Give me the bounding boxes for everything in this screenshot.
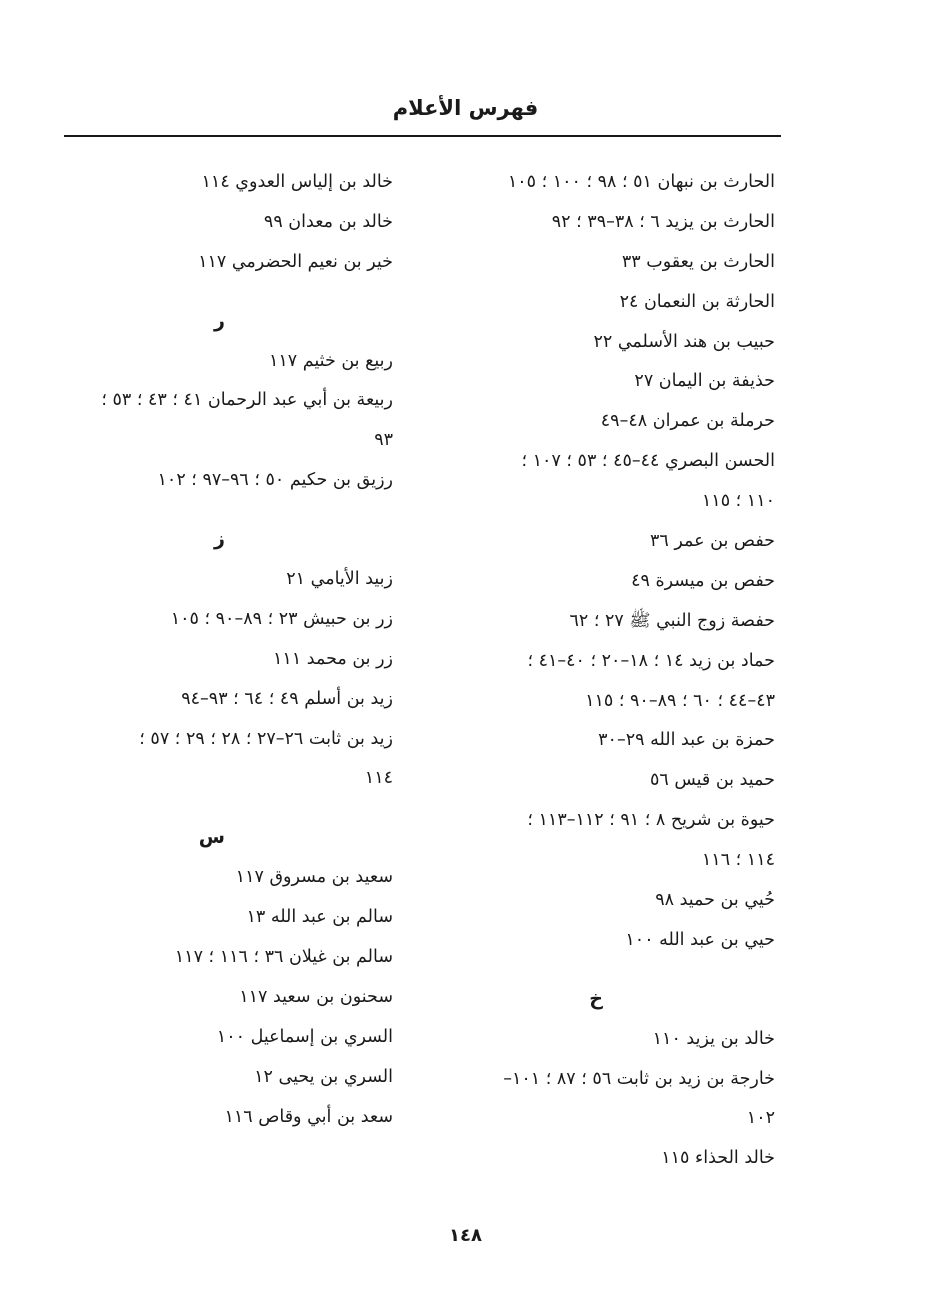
index-entry: ربيع بن خثيم ١١٧ [268, 350, 393, 371]
index-entry: ٩٣ [374, 430, 393, 451]
section-gap [48, 500, 393, 519]
index-entry: خالد الحذاء ١١٥ [661, 1148, 775, 1169]
index-entry: خالد بن معدان ٩٩ [263, 211, 393, 232]
index-entry: حفصة زوج النبي ﷺ ٢٧ ؛ ٦٢ [569, 610, 775, 631]
index-entry: حيوة بن شريح ٨ ؛ ٩١ ؛ ١١٢–١١٣ ؛ [527, 810, 775, 831]
index-entry: السري بن يحيى ١٢ [254, 1066, 393, 1087]
index-title: فهرس الأعلام [392, 96, 539, 120]
index-entry: السري بن إسماعيل ١٠٠ [216, 1026, 393, 1047]
section-letter: ز [214, 528, 225, 551]
index-entry: زيد بن أسلم ٤٩ ؛ ٦٤ ؛ ٩٣–٩٤ [181, 688, 393, 709]
index-entry-continuation: ١٠٢ [746, 1108, 775, 1129]
index-entry: خارجة بن زيد بن ثابت ٥٦ ؛ ٨٧ ؛ ١٠١– [503, 1068, 775, 1089]
index-entry: زر بن حبيش ٢٣ ؛ ٨٩–٩٠ ؛ ١٠٥ [170, 608, 393, 629]
index-entry: الحارث بن يزيد ٦ ؛ ٣٨–٣٩ ؛ ٩٢ [551, 211, 775, 232]
index-entry: حيي بن عبد الله ١٠٠ [625, 929, 775, 950]
page-number: ١٤٨ [449, 1225, 482, 1246]
index-entry: حُيي بن حميد ٩٨ [655, 890, 775, 911]
index-entry: زيد بن ثابت ٢٦–٢٧ ؛ ٢٨ ؛ ٢٩ ؛ ٥٧ ؛ [139, 728, 393, 749]
section-letter: ر [214, 309, 225, 332]
index-entry: خالد بن يزيد ١١٠ [652, 1028, 775, 1049]
index-entry: حماد بن زيد ١٤ ؛ ١٨–٢٠ ؛ ٤٠–٤١ ؛ [527, 650, 775, 671]
section-letter: س [198, 826, 225, 849]
index-entry: الحارث بن نبهان ٥١ ؛ ٩٨ ؛ ١٠٠ ؛ ١٠٥ [507, 172, 775, 192]
page-header [0, 96, 931, 120]
index-entry: ١١٤ [364, 768, 393, 789]
index-entry: سعيد بن مسروق ١١٧ [235, 867, 393, 888]
index-entry: حفص بن عمر ٣٦ [649, 531, 775, 552]
index-entry: الحارثة بن النعمان ٢٤ [619, 291, 775, 312]
index-entry: حذيفة بن اليمان ٢٧ [634, 371, 775, 392]
index-entry: حبيب بن هند الأسلمي ٢٢ [593, 331, 775, 352]
section-gap [48, 798, 393, 817]
index-entry-continuation: ١١٤ ؛ ١١٦ [701, 850, 775, 871]
index-entry: خير بن نعيم الحضرمي ١١٧ [198, 251, 393, 272]
index-entry: خالد بن إلياس العدوي ١١٤ [201, 172, 393, 192]
index-entry: رزيق بن حكيم ٥٠ ؛ ٩٦–٩٧ ؛ ١٠٢ [157, 470, 393, 491]
index-entry: سالم بن غيلان ٣٦ ؛ ١١٦ ؛ ١١٧ [174, 947, 393, 968]
index-entry: ربيعة بن أبي عبد الرحمان ٤١ ؛ ٤٣ ؛ ٥٣ ؛ [101, 390, 393, 411]
index-entry: الحسن البصري ٤٤–٤٥ ؛ ٥٣ ؛ ١٠٧ ؛ [521, 451, 775, 472]
index-entry: حميد بن قيس ٥٦ [649, 770, 775, 791]
index-entry: سالم بن عبد الله ١٣ [246, 907, 393, 928]
index-entry: زبيد الأيامي ٢١ [286, 569, 393, 590]
index-entry: حفص بن ميسرة ٤٩ [631, 570, 775, 591]
index-entry: ٤٣–٤٤ ؛ ٦٠ ؛ ٨٩–٩٠ ؛ ١١٥ [585, 690, 775, 711]
index-entry-continuation: ١١٠ ؛ ١١٥ [701, 491, 775, 512]
index-entry: سحنون بن سعيد ١١٧ [239, 986, 393, 1007]
section-letter: خ [589, 987, 603, 1010]
index-column-right [425, 162, 775, 1178]
index-entry: زر بن محمد ١١١ [273, 648, 393, 669]
section-gap [425, 960, 775, 979]
header-rule [64, 135, 781, 137]
index-entry: حمزة بن عبد الله ٢٩–٣٠ [598, 730, 775, 751]
section-gap [48, 282, 393, 301]
index-entry: الحارث بن يعقوب ٣٣ [621, 251, 775, 272]
index-entry: سعد بن أبي وقاص ١١٦ [224, 1106, 393, 1127]
index-column-left [48, 162, 393, 1136]
index-entry: حرملة بن عمران ٤٨–٤٩ [600, 411, 775, 432]
